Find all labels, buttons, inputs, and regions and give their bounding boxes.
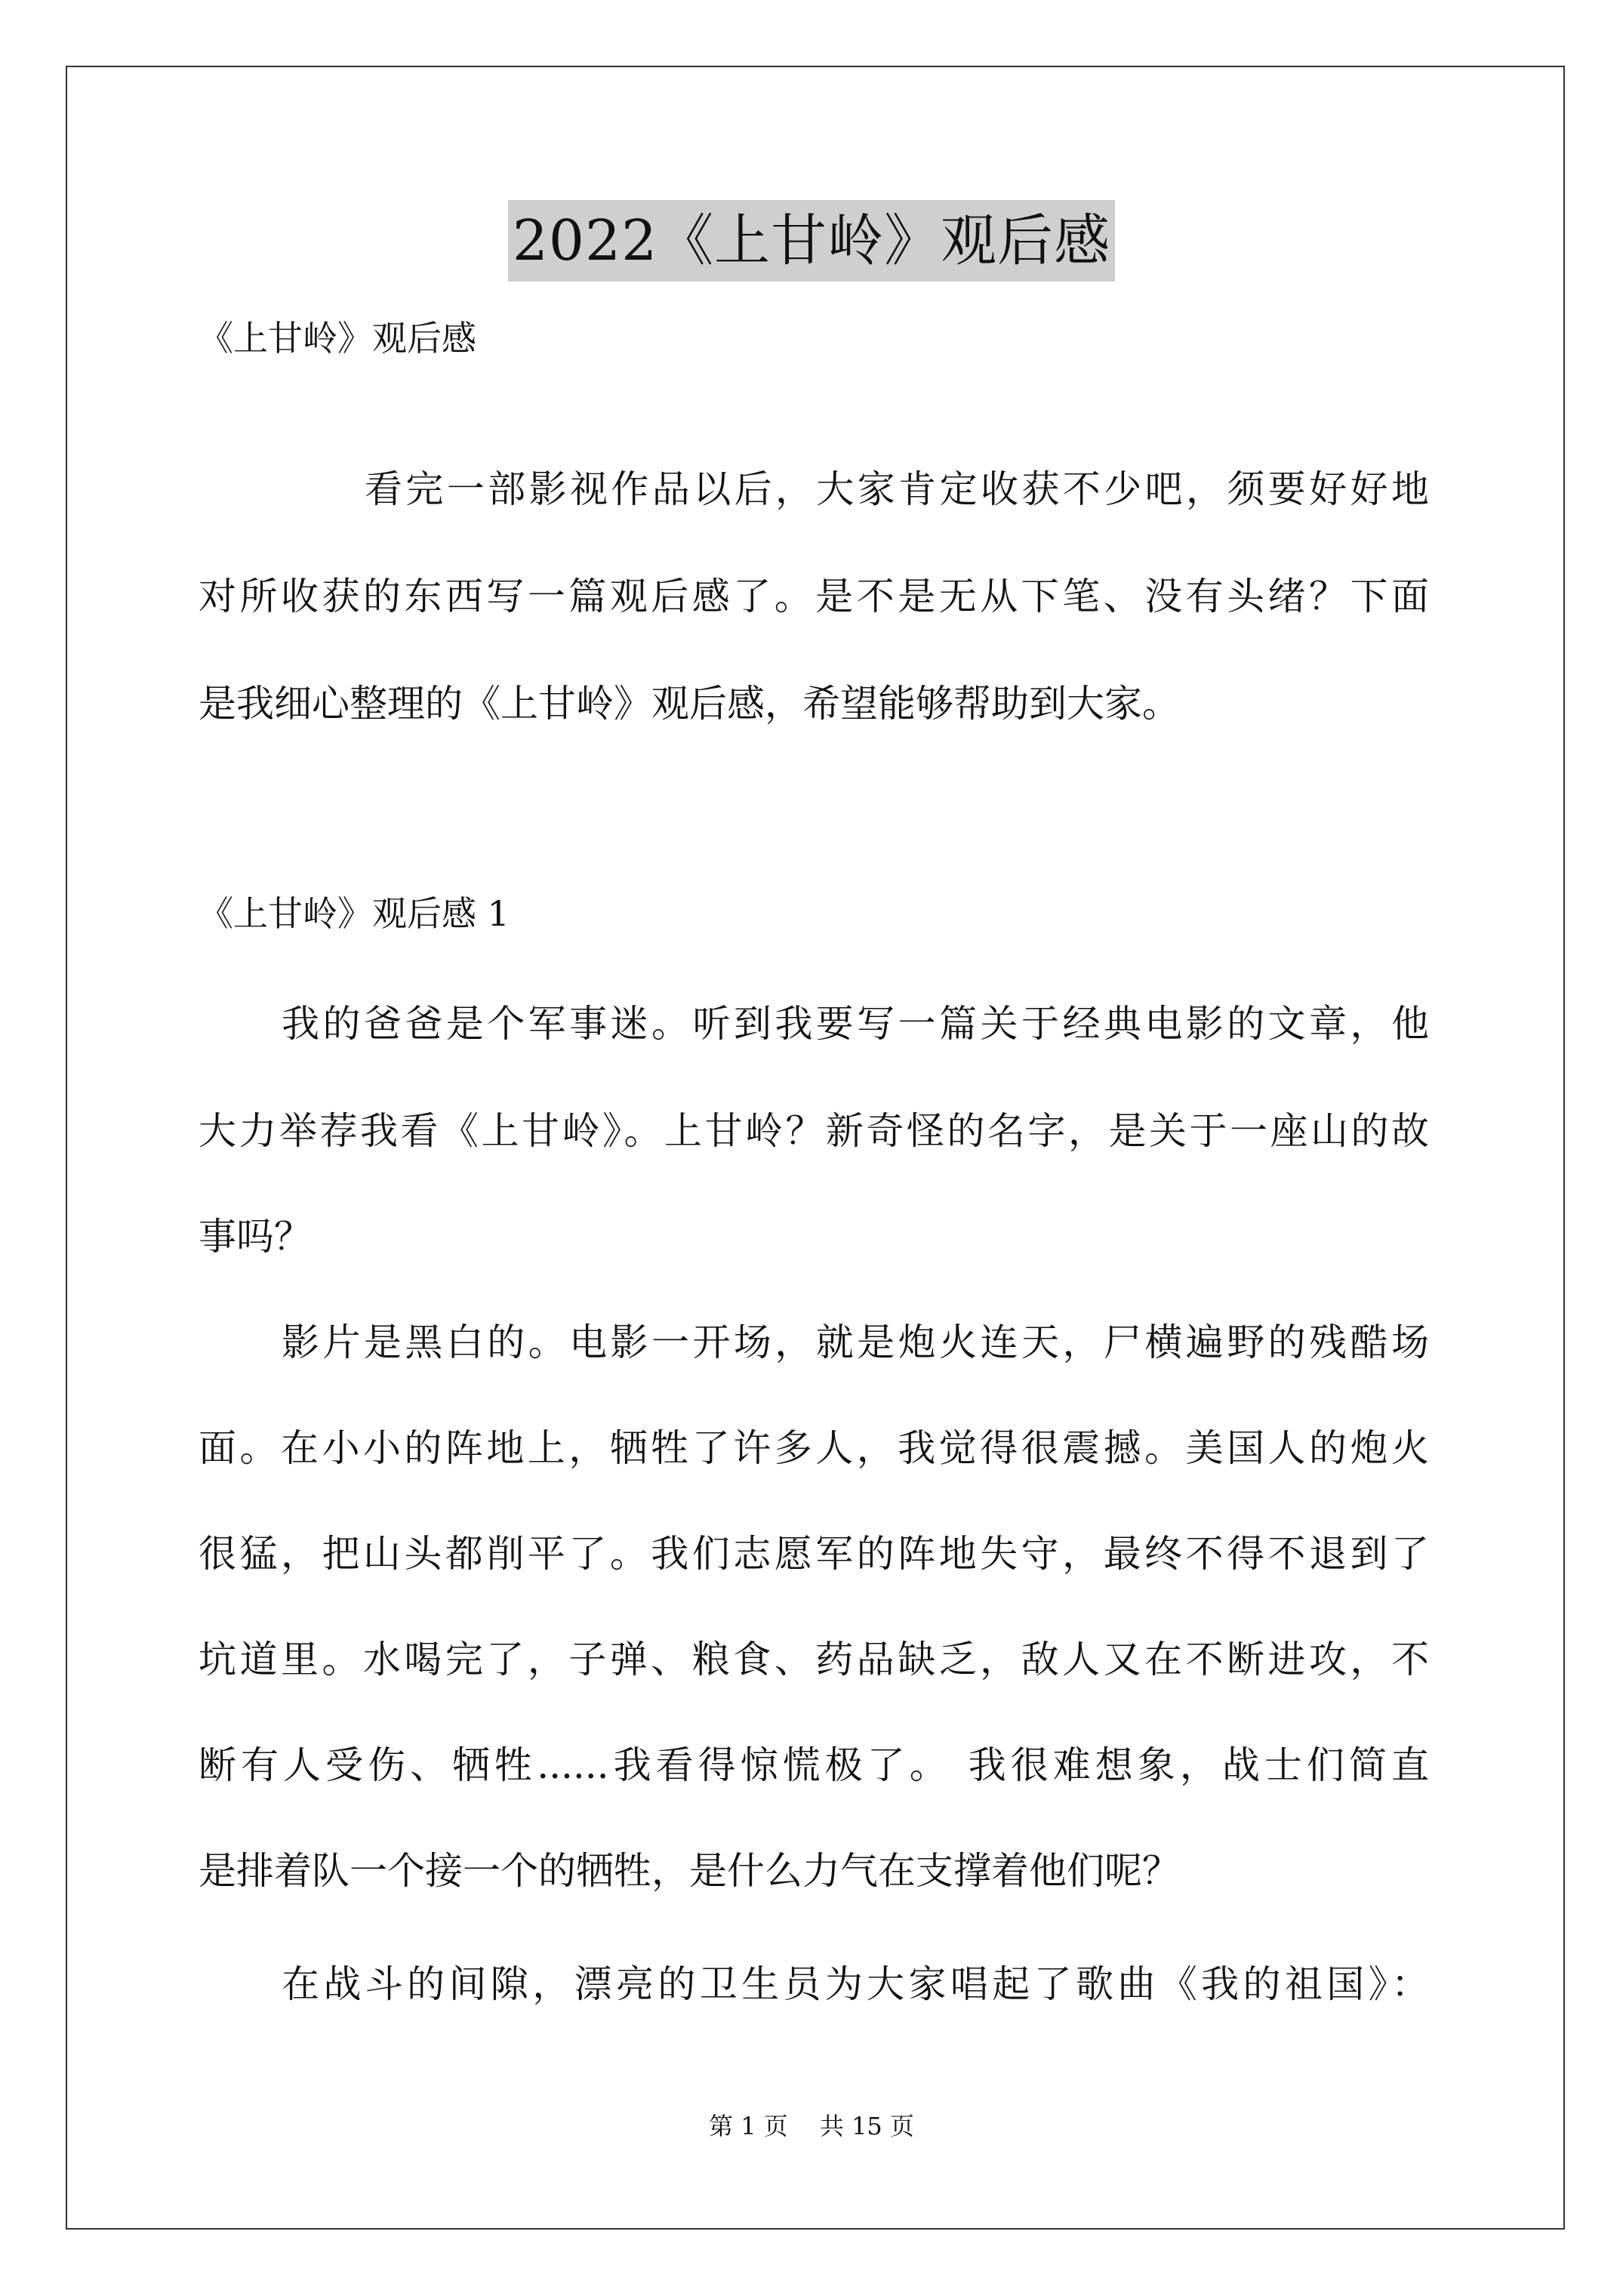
para2-line-5: 断有人受伤、牺牲......我看得惊慌极了。 我很难想象，战士们简直 [199,1743,1429,1787]
para2-line-6: 是排着队一个接一个的牺牲，是什么力气在支撑着他们呢？ [199,1849,1180,1893]
para1-line-3: 事吗？ [199,1215,312,1259]
para2-line-2: 面。在小小的阵地上，牺牲了许多人，我觉得很震撼。美国人的炮火 [199,1426,1429,1470]
document-title: 2022《上甘岭》观后感 [508,200,1115,282]
para2-line-4: 坑道里。水喝完了，子弹、粮食、药品缺乏，敌人又在不断进攻，不 [199,1638,1429,1681]
intro-line-1: 看完一部影视作品以后，大家肯定收获不少吧，须要好好地 [365,467,1429,511]
para1-line-1: 我的爸爸是个军事迷。听到我要写一篇关于经典电影的文章，他 [282,1002,1429,1046]
section-heading-intro: 《上甘岭》观后感 [199,318,476,359]
section-heading-1: 《上甘岭》观后感 1 [199,893,510,934]
intro-line-2: 对所收获的东西写一篇观后感了。是不是无从下笔、没有头绪？下面 [199,575,1429,618]
para2-line-3: 很猛，把山头都削平了。我们志愿军的阵地失守，最终不得不退到了 [199,1532,1429,1576]
title-container [0,200,1623,282]
page-footer: 第 1 页 共 15 页 [709,2112,914,2140]
para1-line-2: 大力举荐我看《上甘岭》。上甘岭？新奇怪的名字，是关于一座山的故 [199,1109,1429,1153]
intro-line-3: 是我细心整理的《上甘岭》观后感，希望能够帮助到大家。 [199,682,1180,726]
para2-line-1: 影片是黑白的。电影一开场，就是炮火连天，尸横遍野的残酷场 [282,1321,1429,1364]
para3-line-1: 在战斗的间隙，漂亮的卫生员为大家唱起了歌曲《我的祖国》： [282,1962,1429,2006]
